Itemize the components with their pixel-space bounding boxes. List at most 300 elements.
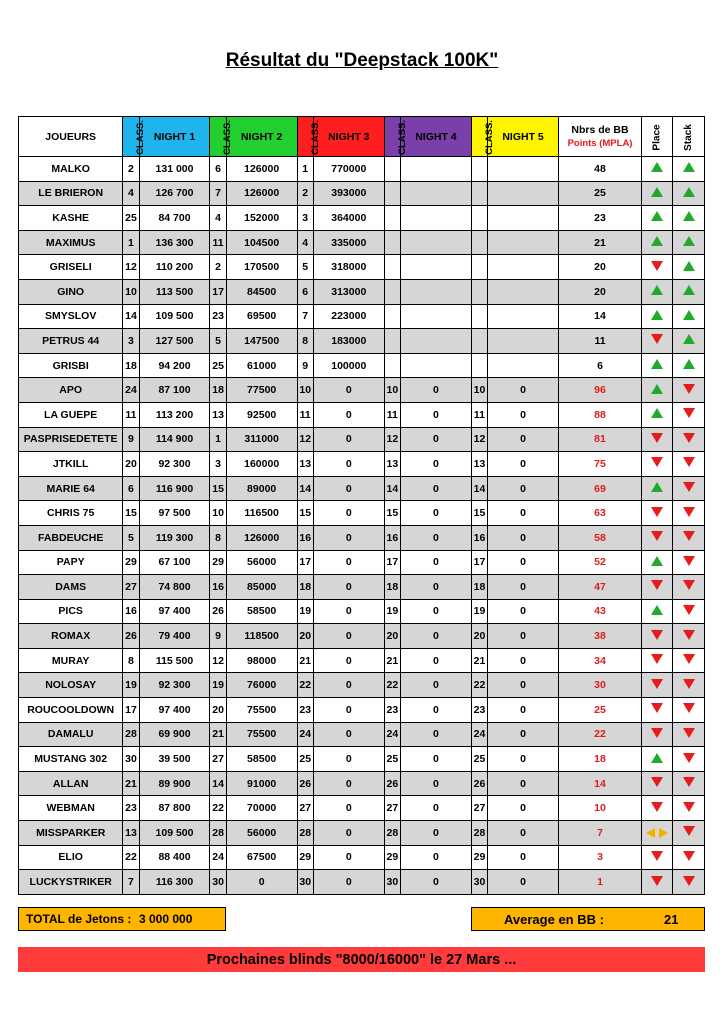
bb-count: 3 bbox=[558, 845, 641, 870]
bb-count: 11 bbox=[558, 329, 641, 354]
player-name: WEBMAN bbox=[19, 796, 123, 821]
night1-stack: 126 700 bbox=[139, 181, 210, 206]
night3-stack: 0 bbox=[313, 624, 384, 649]
night5-stack: 0 bbox=[488, 476, 559, 501]
night3-stack: 223000 bbox=[313, 304, 384, 329]
stack-trend bbox=[673, 550, 705, 575]
night3-stack: 0 bbox=[313, 476, 384, 501]
bb-count: 20 bbox=[558, 255, 641, 280]
night4-rank: 19 bbox=[384, 599, 400, 624]
stack-trend bbox=[673, 402, 705, 427]
night5-rank: 25 bbox=[471, 747, 487, 772]
player-name: MARIE 64 bbox=[19, 476, 123, 501]
night5-rank: 21 bbox=[471, 648, 487, 673]
night2-stack: 126000 bbox=[226, 525, 297, 550]
place-trend bbox=[642, 427, 673, 452]
header-class-2: CLASS. bbox=[210, 117, 226, 157]
header-class-4: CLASS. bbox=[384, 117, 400, 157]
night5-stack: 0 bbox=[488, 427, 559, 452]
triangle-up-icon bbox=[651, 556, 663, 566]
stack-trend bbox=[673, 747, 705, 772]
night3-rank: 14 bbox=[297, 476, 313, 501]
night5-stack: 0 bbox=[488, 673, 559, 698]
night2-rank: 7 bbox=[210, 181, 226, 206]
night5-rank: 30 bbox=[471, 870, 487, 895]
table-row bbox=[19, 255, 705, 280]
night1-rank: 6 bbox=[123, 476, 139, 501]
place-trend bbox=[642, 673, 673, 698]
night4-rank: 30 bbox=[384, 870, 400, 895]
night2-rank: 5 bbox=[210, 329, 226, 354]
triangle-down-icon bbox=[651, 457, 663, 467]
night4-stack bbox=[400, 279, 471, 304]
night3-rank: 21 bbox=[297, 648, 313, 673]
night2-rank: 11 bbox=[210, 230, 226, 255]
night2-stack: 98000 bbox=[226, 648, 297, 673]
place-trend bbox=[642, 845, 673, 870]
triangle-up-icon bbox=[651, 211, 663, 221]
night3-stack: 0 bbox=[313, 747, 384, 772]
player-name: FABDEUCHE bbox=[19, 525, 123, 550]
night5-rank bbox=[471, 304, 487, 329]
night2-rank: 22 bbox=[210, 796, 226, 821]
average-label: Average en BB : bbox=[504, 911, 604, 927]
bb-count: 34 bbox=[558, 648, 641, 673]
night1-stack: 79 400 bbox=[139, 624, 210, 649]
player-name: GINO bbox=[19, 279, 123, 304]
night2-stack: 104500 bbox=[226, 230, 297, 255]
night2-stack: 61000 bbox=[226, 353, 297, 378]
night1-rank: 22 bbox=[123, 845, 139, 870]
night4-rank bbox=[384, 353, 400, 378]
triangle-up-icon bbox=[651, 753, 663, 763]
table-row bbox=[19, 206, 705, 231]
table-row bbox=[19, 525, 705, 550]
player-name: MALKO bbox=[19, 157, 123, 182]
night4-stack: 0 bbox=[400, 476, 471, 501]
night5-stack bbox=[488, 206, 559, 231]
table-row bbox=[19, 181, 705, 206]
night2-stack: 67500 bbox=[226, 845, 297, 870]
night5-rank: 11 bbox=[471, 402, 487, 427]
triangle-up-icon bbox=[683, 359, 695, 369]
night3-stack: 0 bbox=[313, 525, 384, 550]
night1-stack: 97 400 bbox=[139, 698, 210, 723]
place-trend bbox=[642, 599, 673, 624]
night2-stack: 147500 bbox=[226, 329, 297, 354]
night5-rank bbox=[471, 279, 487, 304]
table-row bbox=[19, 378, 705, 403]
player-name: LUCKYSTRIKER bbox=[19, 870, 123, 895]
total-value: 3 000 000 bbox=[139, 912, 193, 926]
triangle-up-icon bbox=[651, 482, 663, 492]
night1-stack: 92 300 bbox=[139, 673, 210, 698]
night5-stack: 0 bbox=[488, 821, 559, 846]
header-points-label: Points (MPLA) bbox=[567, 137, 633, 149]
player-name: PETRUS 44 bbox=[19, 329, 123, 354]
place-trend bbox=[642, 206, 673, 231]
night1-rank: 29 bbox=[123, 550, 139, 575]
night3-stack: 0 bbox=[313, 402, 384, 427]
triangle-up-icon bbox=[683, 285, 695, 295]
night3-stack: 0 bbox=[313, 648, 384, 673]
night1-stack: 97 500 bbox=[139, 501, 210, 526]
night5-rank: 24 bbox=[471, 722, 487, 747]
night4-stack bbox=[400, 181, 471, 206]
place-trend bbox=[642, 157, 673, 182]
triangle-up-icon bbox=[651, 408, 663, 418]
night1-stack: 115 500 bbox=[139, 648, 210, 673]
triangle-up-icon bbox=[651, 310, 663, 320]
night3-stack: 0 bbox=[313, 796, 384, 821]
stack-trend bbox=[673, 157, 705, 182]
stack-trend bbox=[673, 648, 705, 673]
table-row bbox=[19, 845, 705, 870]
player-name: LA GUEPE bbox=[19, 402, 123, 427]
bb-count: 43 bbox=[558, 599, 641, 624]
night4-stack: 0 bbox=[400, 525, 471, 550]
night5-stack: 0 bbox=[488, 550, 559, 575]
night1-rank: 30 bbox=[123, 747, 139, 772]
night4-rank bbox=[384, 157, 400, 182]
night2-stack: 76000 bbox=[226, 673, 297, 698]
night5-stack bbox=[488, 304, 559, 329]
header-night-4: NIGHT 4 bbox=[400, 117, 471, 157]
night4-stack: 0 bbox=[400, 575, 471, 600]
night4-stack: 0 bbox=[400, 821, 471, 846]
night4-rank: 14 bbox=[384, 476, 400, 501]
night4-stack: 0 bbox=[400, 796, 471, 821]
night5-rank: 12 bbox=[471, 427, 487, 452]
night3-stack: 0 bbox=[313, 427, 384, 452]
night4-rank bbox=[384, 181, 400, 206]
night1-rank: 12 bbox=[123, 255, 139, 280]
stack-trend bbox=[673, 452, 705, 477]
night2-rank: 8 bbox=[210, 525, 226, 550]
night4-stack bbox=[400, 206, 471, 231]
night2-stack: 152000 bbox=[226, 206, 297, 231]
night4-stack: 0 bbox=[400, 550, 471, 575]
triangle-up-icon bbox=[651, 359, 663, 369]
night4-stack: 0 bbox=[400, 673, 471, 698]
triangle-up-icon bbox=[683, 261, 695, 271]
night1-rank: 20 bbox=[123, 452, 139, 477]
triangle-down-icon bbox=[651, 507, 663, 517]
place-trend bbox=[642, 648, 673, 673]
header-joueurs: JOUEURS bbox=[19, 117, 123, 157]
bb-count: 6 bbox=[558, 353, 641, 378]
night2-stack: 56000 bbox=[226, 821, 297, 846]
night3-rank: 5 bbox=[297, 255, 313, 280]
triangle-down-icon bbox=[683, 654, 695, 664]
night2-stack: 0 bbox=[226, 870, 297, 895]
triangle-down-icon bbox=[683, 605, 695, 615]
stack-trend bbox=[673, 304, 705, 329]
bb-count: 52 bbox=[558, 550, 641, 575]
place-trend bbox=[642, 353, 673, 378]
night2-rank: 21 bbox=[210, 722, 226, 747]
player-name: PICS bbox=[19, 599, 123, 624]
triangle-down-icon bbox=[683, 703, 695, 713]
triangle-up-icon bbox=[683, 334, 695, 344]
triangle-down-icon bbox=[651, 261, 663, 271]
bb-count: 30 bbox=[558, 673, 641, 698]
bb-count: 14 bbox=[558, 771, 641, 796]
place-trend bbox=[642, 821, 673, 846]
night2-stack: 91000 bbox=[226, 771, 297, 796]
triangle-down-icon bbox=[651, 728, 663, 738]
triangle-down-icon bbox=[683, 580, 695, 590]
bb-count: 47 bbox=[558, 575, 641, 600]
bb-count: 18 bbox=[558, 747, 641, 772]
stack-trend bbox=[673, 329, 705, 354]
triangle-down-icon bbox=[651, 777, 663, 787]
bb-count: 81 bbox=[558, 427, 641, 452]
stack-trend bbox=[673, 821, 705, 846]
night2-rank: 6 bbox=[210, 157, 226, 182]
night5-rank: 19 bbox=[471, 599, 487, 624]
header-night-3: NIGHT 3 bbox=[313, 117, 384, 157]
bb-count: 14 bbox=[558, 304, 641, 329]
night3-stack: 0 bbox=[313, 771, 384, 796]
stack-trend bbox=[673, 501, 705, 526]
player-name: KASHE bbox=[19, 206, 123, 231]
table-row bbox=[19, 698, 705, 723]
night4-stack bbox=[400, 304, 471, 329]
night2-stack: 84500 bbox=[226, 279, 297, 304]
night1-rank: 26 bbox=[123, 624, 139, 649]
night4-stack: 0 bbox=[400, 624, 471, 649]
stack-trend bbox=[673, 796, 705, 821]
triangle-down-icon bbox=[683, 531, 695, 541]
bb-count: 20 bbox=[558, 279, 641, 304]
night2-rank: 29 bbox=[210, 550, 226, 575]
header-class-5: CLASS. bbox=[471, 117, 487, 157]
night3-stack: 0 bbox=[313, 501, 384, 526]
night1-stack: 69 900 bbox=[139, 722, 210, 747]
night2-stack: 170500 bbox=[226, 255, 297, 280]
night1-rank: 4 bbox=[123, 181, 139, 206]
bb-count: 21 bbox=[558, 230, 641, 255]
table-row bbox=[19, 821, 705, 846]
bb-count: 88 bbox=[558, 402, 641, 427]
results-body bbox=[19, 157, 705, 895]
night2-rank: 18 bbox=[210, 378, 226, 403]
night4-stack: 0 bbox=[400, 427, 471, 452]
triangle-down-icon bbox=[651, 802, 663, 812]
bb-count: 63 bbox=[558, 501, 641, 526]
triangle-down-icon bbox=[651, 654, 663, 664]
night2-rank: 4 bbox=[210, 206, 226, 231]
night4-stack bbox=[400, 230, 471, 255]
player-name: NOLOSAY bbox=[19, 673, 123, 698]
night1-stack: 109 500 bbox=[139, 304, 210, 329]
place-trend bbox=[642, 796, 673, 821]
stack-trend bbox=[673, 575, 705, 600]
night3-stack: 0 bbox=[313, 599, 384, 624]
night5-stack bbox=[488, 230, 559, 255]
night1-stack: 109 500 bbox=[139, 821, 210, 846]
night5-rank bbox=[471, 255, 487, 280]
night4-stack: 0 bbox=[400, 452, 471, 477]
triangle-up-icon bbox=[651, 605, 663, 615]
night5-rank: 28 bbox=[471, 821, 487, 846]
night3-rank: 25 bbox=[297, 747, 313, 772]
night5-stack: 0 bbox=[488, 501, 559, 526]
night1-stack: 87 100 bbox=[139, 378, 210, 403]
place-trend bbox=[642, 747, 673, 772]
table-row bbox=[19, 575, 705, 600]
night3-stack: 0 bbox=[313, 870, 384, 895]
night5-stack: 0 bbox=[488, 698, 559, 723]
place-trend bbox=[642, 402, 673, 427]
bb-count: 38 bbox=[558, 624, 641, 649]
night3-stack: 0 bbox=[313, 821, 384, 846]
place-trend bbox=[642, 452, 673, 477]
night5-stack bbox=[488, 157, 559, 182]
place-trend bbox=[642, 698, 673, 723]
night1-stack: 87 800 bbox=[139, 796, 210, 821]
triangle-down-icon bbox=[651, 851, 663, 861]
night3-rank: 2 bbox=[297, 181, 313, 206]
night1-rank: 15 bbox=[123, 501, 139, 526]
night2-stack: 69500 bbox=[226, 304, 297, 329]
night2-rank: 27 bbox=[210, 747, 226, 772]
player-name: CHRIS 75 bbox=[19, 501, 123, 526]
night2-rank: 16 bbox=[210, 575, 226, 600]
night2-rank: 10 bbox=[210, 501, 226, 526]
night3-stack: 0 bbox=[313, 575, 384, 600]
night3-stack: 183000 bbox=[313, 329, 384, 354]
night5-rank: 20 bbox=[471, 624, 487, 649]
night3-stack: 393000 bbox=[313, 181, 384, 206]
stack-trend bbox=[673, 206, 705, 231]
next-blinds-banner: Prochaines blinds "8000/16000" le 27 Mars ... bbox=[18, 947, 705, 972]
table-row bbox=[19, 648, 705, 673]
player-name: ALLAN bbox=[19, 771, 123, 796]
triangle-up-icon bbox=[651, 187, 663, 197]
night5-rank bbox=[471, 206, 487, 231]
night3-rank: 7 bbox=[297, 304, 313, 329]
night3-rank: 10 bbox=[297, 378, 313, 403]
night4-stack bbox=[400, 157, 471, 182]
bb-count: 1 bbox=[558, 870, 641, 895]
stack-trend bbox=[673, 599, 705, 624]
triangle-down-icon bbox=[683, 433, 695, 443]
night4-stack: 0 bbox=[400, 771, 471, 796]
night1-stack: 127 500 bbox=[139, 329, 210, 354]
night1-rank: 23 bbox=[123, 796, 139, 821]
triangle-down-icon bbox=[651, 531, 663, 541]
table-row bbox=[19, 304, 705, 329]
night4-stack: 0 bbox=[400, 698, 471, 723]
stack-trend bbox=[673, 673, 705, 698]
place-trend bbox=[642, 525, 673, 550]
player-name: PASPRISEDETETE bbox=[19, 427, 123, 452]
header-night-2: NIGHT 2 bbox=[226, 117, 297, 157]
triangle-down-icon bbox=[683, 728, 695, 738]
night5-rank: 18 bbox=[471, 575, 487, 600]
night1-rank: 10 bbox=[123, 279, 139, 304]
table-row bbox=[19, 501, 705, 526]
player-name: SMYSLOV bbox=[19, 304, 123, 329]
night4-stack: 0 bbox=[400, 599, 471, 624]
header-row bbox=[19, 117, 705, 157]
night5-stack: 0 bbox=[488, 599, 559, 624]
left-right-arrows-icon bbox=[646, 828, 668, 838]
night5-rank: 16 bbox=[471, 525, 487, 550]
night4-rank: 24 bbox=[384, 722, 400, 747]
table-row bbox=[19, 771, 705, 796]
table-row bbox=[19, 550, 705, 575]
night2-rank: 28 bbox=[210, 821, 226, 846]
night3-rank: 4 bbox=[297, 230, 313, 255]
table-row bbox=[19, 747, 705, 772]
triangle-down-icon bbox=[683, 408, 695, 418]
triangle-down-icon bbox=[651, 703, 663, 713]
header-bb bbox=[558, 117, 641, 157]
triangle-down-icon bbox=[683, 851, 695, 861]
night1-stack: 131 000 bbox=[139, 157, 210, 182]
night5-rank bbox=[471, 230, 487, 255]
night2-rank: 17 bbox=[210, 279, 226, 304]
night3-rank: 27 bbox=[297, 796, 313, 821]
triangle-down-icon bbox=[683, 826, 695, 836]
night3-stack: 313000 bbox=[313, 279, 384, 304]
place-trend bbox=[642, 181, 673, 206]
bb-count: 25 bbox=[558, 698, 641, 723]
night2-stack: 58500 bbox=[226, 747, 297, 772]
night1-stack: 113 200 bbox=[139, 402, 210, 427]
triangle-down-icon bbox=[683, 507, 695, 517]
night5-stack: 0 bbox=[488, 845, 559, 870]
night2-rank: 26 bbox=[210, 599, 226, 624]
night3-rank: 20 bbox=[297, 624, 313, 649]
total-jetons-box bbox=[18, 907, 226, 931]
night1-stack: 119 300 bbox=[139, 525, 210, 550]
place-trend bbox=[642, 230, 673, 255]
table-row bbox=[19, 427, 705, 452]
player-name: MUSTANG 302 bbox=[19, 747, 123, 772]
header-bb-label: Nbrs de BB bbox=[571, 123, 629, 136]
place-trend bbox=[642, 378, 673, 403]
place-trend bbox=[642, 624, 673, 649]
night4-stack: 0 bbox=[400, 501, 471, 526]
night4-rank bbox=[384, 304, 400, 329]
table-row bbox=[19, 796, 705, 821]
night5-rank: 15 bbox=[471, 501, 487, 526]
total-label: TOTAL de Jetons : bbox=[26, 912, 132, 926]
night4-stack: 0 bbox=[400, 747, 471, 772]
night1-rank: 5 bbox=[123, 525, 139, 550]
triangle-up-icon bbox=[683, 162, 695, 172]
night4-rank: 12 bbox=[384, 427, 400, 452]
night5-rank: 14 bbox=[471, 476, 487, 501]
night2-rank: 9 bbox=[210, 624, 226, 649]
night1-rank: 16 bbox=[123, 599, 139, 624]
night2-stack: 77500 bbox=[226, 378, 297, 403]
triangle-down-icon bbox=[683, 457, 695, 467]
triangle-down-icon bbox=[683, 876, 695, 886]
night3-rank: 1 bbox=[297, 157, 313, 182]
player-name: GRISBI bbox=[19, 353, 123, 378]
night3-stack: 0 bbox=[313, 673, 384, 698]
triangle-up-icon bbox=[683, 211, 695, 221]
night1-stack: 116 300 bbox=[139, 870, 210, 895]
stack-trend bbox=[673, 353, 705, 378]
night1-rank: 25 bbox=[123, 206, 139, 231]
night3-rank: 23 bbox=[297, 698, 313, 723]
